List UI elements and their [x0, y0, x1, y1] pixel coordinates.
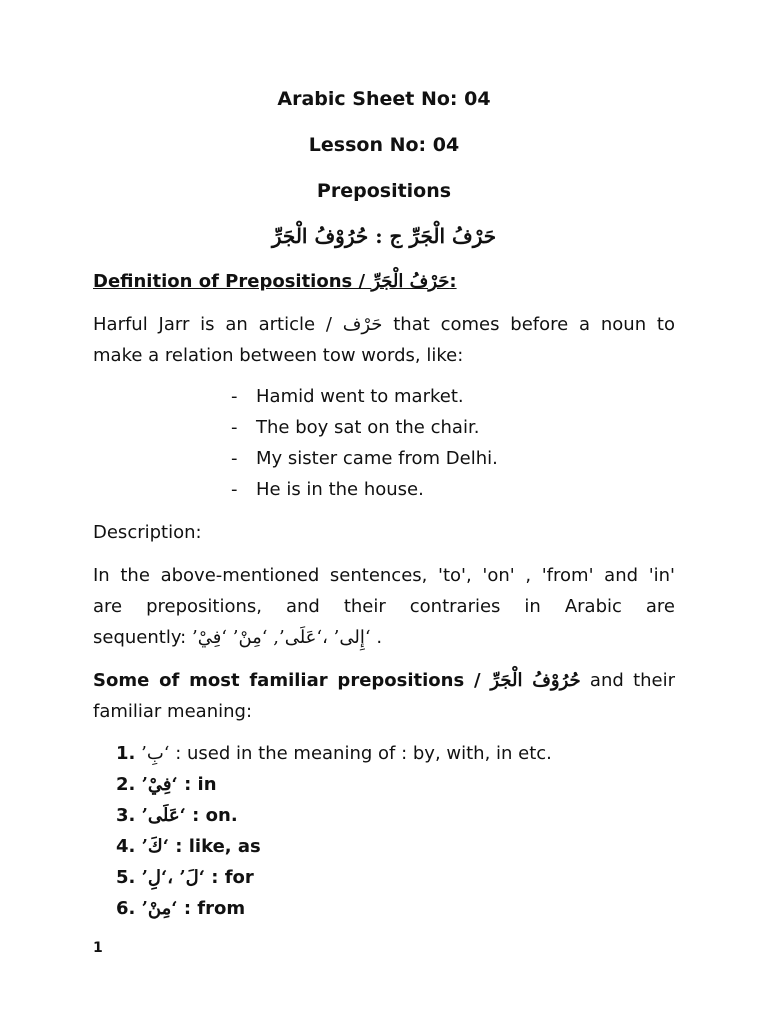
- list-item: - He is in the house.: [231, 479, 424, 500]
- definition-heading-colon: :: [449, 271, 457, 292]
- description-line1: In the above-mentioned sentences, 'to', 'on' , 'from' and 'in': [93, 565, 675, 586]
- description-line2: are prepositions, and their contraries in Arabic are: [93, 596, 675, 617]
- prepositions-list: [116, 738, 676, 924]
- list-item: - Hamid went to market.: [231, 386, 464, 407]
- list-item: 4. ‘كَ’ : like, as: [116, 836, 261, 857]
- familiar-heading-text: Some of most familiar prepositions /: [93, 670, 491, 691]
- definition-heading-ar: حَرْفُ الْجَرِّ: [371, 271, 450, 292]
- page-number: 1: [93, 940, 103, 956]
- familiar-heading: [93, 665, 675, 696]
- definition-heading: [93, 266, 675, 297]
- list-item: - The boy sat on the chair.: [231, 417, 480, 438]
- arabic-heading: حَرْفُ الْجَرِّ ج : حُرُوْفُ الْجَرِّ: [271, 224, 497, 248]
- definition-text-a: Harful Jarr is an article /: [93, 314, 343, 335]
- examples-list: [231, 381, 671, 505]
- definition-text-ar: حَرْف: [342, 314, 383, 335]
- familiar-heading-ar: حُرُوْفُ الْجَرِّ: [490, 670, 581, 691]
- list-item: 2. ‘فِيْ’ : in: [116, 774, 217, 795]
- description-line3-end: .: [370, 627, 383, 648]
- description-label: Description:: [93, 522, 202, 543]
- topic-title: Prepositions: [316, 180, 452, 202]
- description-line3: [93, 622, 675, 653]
- lesson-number: Lesson No: 04: [308, 134, 460, 156]
- definition-paragraph-line2: make a relation between tow words, like:: [93, 345, 464, 366]
- list-item: 1. ‘بِ’ : used in the meaning of : by, with, in etc.: [116, 743, 552, 764]
- sheet-title: Arabic Sheet No: 04: [277, 88, 491, 110]
- familiar-line2: familiar meaning:: [93, 701, 253, 722]
- familiar-heading-end: and their: [580, 670, 676, 691]
- description-line3-text: sequently:: [93, 627, 192, 648]
- definition-text-b: that comes before a noun to: [382, 314, 675, 335]
- list-item: 3. ‘عَلَى’ : on.: [116, 805, 238, 826]
- definition-paragraph-line1: [93, 309, 675, 340]
- definition-heading-en: Definition of Prepositions /: [93, 271, 372, 292]
- list-item: 5. ‘لَ’ ،‘لِ’ : for: [116, 867, 254, 888]
- description-line3-ar: ‘إِلى’ ،‘عَلَى’, ‘مِنْ’ ‘فِيْ’: [191, 627, 371, 648]
- list-item: - My sister came from Delhi.: [231, 448, 498, 469]
- list-item: 6. ‘مِنْ’ : from: [116, 898, 246, 919]
